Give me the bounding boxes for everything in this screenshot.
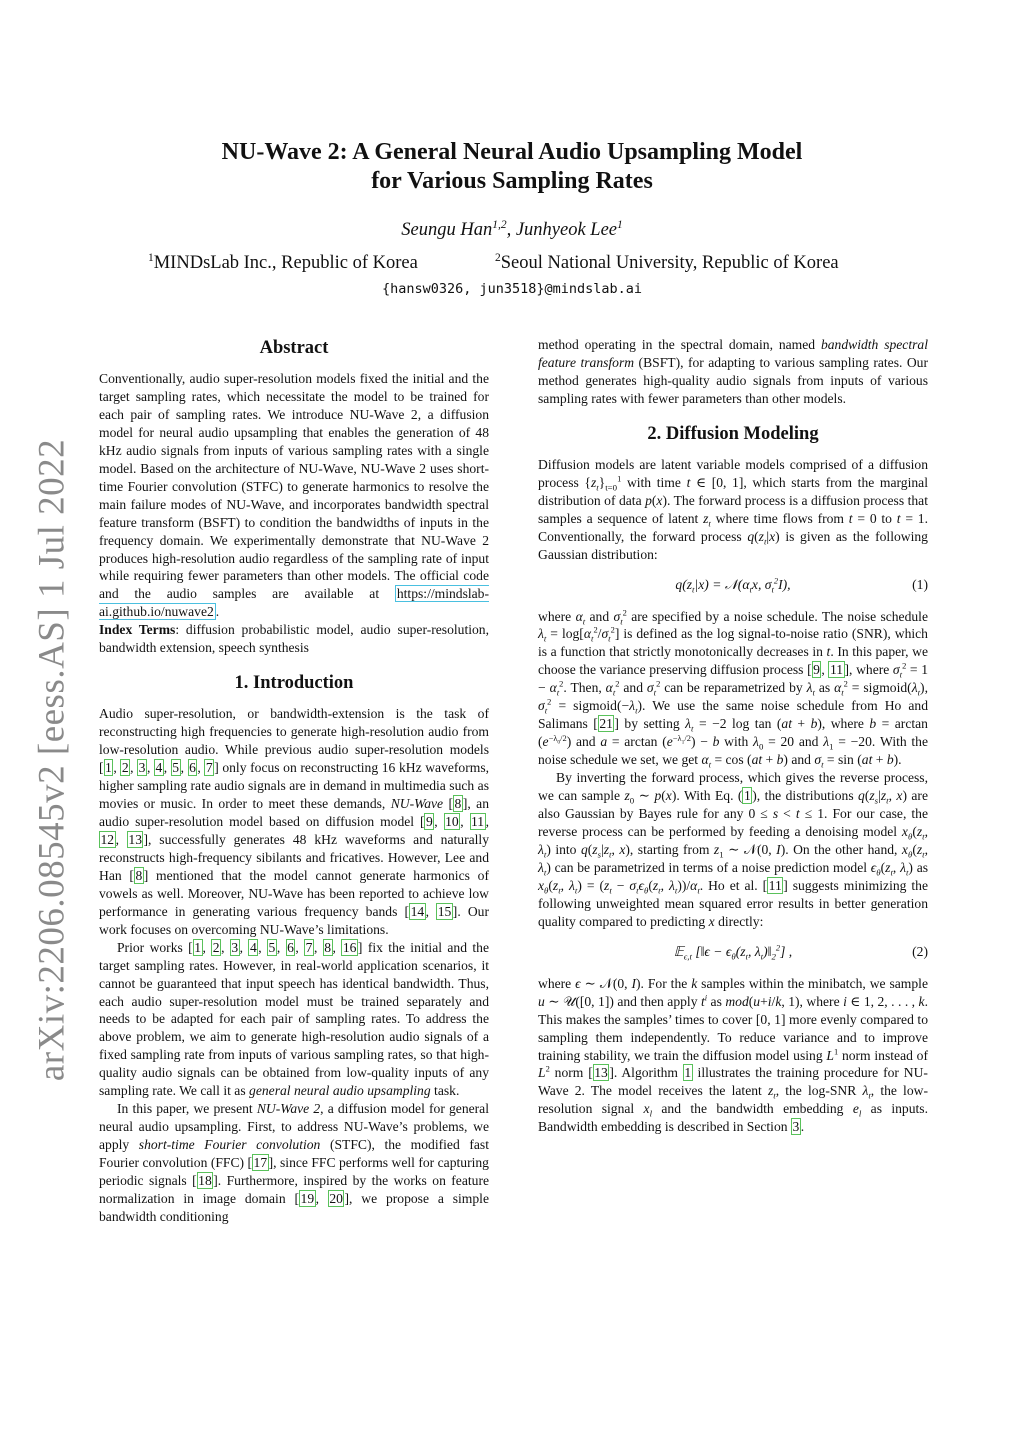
diffusion-paragraph-1: Diffusion models are latent variable models comprised of a diffusion process $\{z_t\}_{t=0}^1$ with time t ∈ [0, 1], which starts from the marginal distribution of data p(x). The forward process is a diffusion process that samples a sequence of latent $z_t$ where time flows from t = 0 to t = 1. Conventionally, the forward process $q(z_t|x)$ is given as the following Gaussian distribution: — [538, 456, 928, 562]
equation-2-body: 𝔼$_{\epsilon,t}$ [‖ϵ − $\epsilon_\theta(z_t$, $\lambda_t)‖_2^2$] , — [673, 942, 793, 962]
equation-2 — [538, 941, 928, 963]
index-terms-label: Index Terms — [99, 622, 176, 638]
abstract-heading: Abstract — [259, 338, 329, 358]
affiliations — [0, 253, 1024, 279]
affiliation-1: $^1$MINDsLab Inc., Republic of Korea — [148, 251, 418, 273]
diffusion-paragraph-4: where ϵ ∼ 𝒩(0, I). For the k samples within the minibatch, we sample u ∼ 𝒰([0, 1]) and then apply $t^i$ as mod(u+i/k, 1), where i ∈ 1, 2, . . . , k. This makes the samples’ times to cover [0, 1] more evenly compared to sampling them independently. To reduce variance and to improve training stability, we train the diffusion model using $L^1$ norm instead of $L^2$ norm [ 13 ]. Algorithm 1 illustrates the training procedure for NU-Wave 2. The model receives the latent $z_t$, the log-SNR $\lambda_t$, the low-resolution signal $x_l$ and the bandwidth embedding $e_l$ as inputs. Bandwidth embedding is described in Section 3 . — [538, 975, 928, 1135]
diffusion-paragraph-2: where $\alpha_t$ and $\sigma_t^2$ are specified by a noise schedule. The noise schedule $\lambda_t = \log[\alpha_t^2/\sigma_t^2]$ is defined as the log signal-to-noise ratio (SNR), which is a function that strictly monotonically decreases in t. In this paper, we choose the variance preserving diffusion process [ 9 , 11 ], where $\sigma_t^2 = 1 - \alpha_t^2$. Then, $\alpha_t^2$ and $\sigma_t^2$ can be reparametrized by $\lambda_t$ as $\alpha_t^2$ = $sigmoid(\lambda_t)$, $\sigma_t^2$ = $sigmoid(-\lambda_t)$. We use the same noise schedule from Ho and Salimans [ 21 ] by setting $\lambda_t = -2$ log tan (at + b), where $b = \arctan (e^{-\lambda_0/2})$ and $a = \arctan (e^{-\lambda_1/2}) - b$ with $\lambda_0 = 20$ and $\lambda_1 = -20$. With the noise schedule we set, we get $\alpha_t = \cos (at + b)$ and $\sigma_t = \sin (at + b)$. — [538, 607, 929, 770]
intro-paragraph-3: In this paper, we present NU-Wave 2, a diffusion model for general neural audio upsampling. First, to address NU-Wave’s problems, we apply short-time Fourier convolution (STFC), the modified fast Fourier convolution (FFC) [ 17 ], since FFC performs well for capturing periodic signals [ 18 ]. Furthermore, inspired by the works on feature normalization in image domain [ 19 , 20 ], we propose a simple bandwidth conditioning — [99, 1101, 490, 1224]
affiliation-2: $^2$Seoul National University, Republic of Korea — [495, 251, 839, 273]
paper-header — [0, 138, 1024, 297]
abstract-paragraph: Conventionally, audio super-resolution models fixed the initial and the target sampling rates, which necessitate the model to be trained for each pair of sampling rates. We introduce NU-Wave 2, a diffusion model for neural audio upsampling that enables the generation of 48 kHz audio signals from inputs of various sampling rates with a single model. Based on the architecture of NU-Wave, NU-Wave 2 uses short-time Fourier convolution (STFC) to generate harmonics to resolve the main failure modes of NU-Wave, and incorporates bandwidth spectral feature transform (BSFT) to condition the bandwidths of inputs in the frequency domain. We experimentally demonstrate that NU-Wave 2 produces high-resolution audio regardless of the sampling rate of input while requiring fewer parameters than other models. The official code and the audio samples are available at https://mindslab-ai.github.io/nuwave2 . — [99, 371, 489, 620]
index-terms-text: : diffusion probabilistic model, audio super-resolution, bandwidth extension, speech synthesis — [99, 622, 489, 656]
intro-paragraph-3-cont: method operating in the spectral domain, named bandwidth spectral feature transform (BSFT), for adapting to various sampling rates. Our method generates high-quality audio signals from inputs of various sampling rates with fewer parameters than other models. — [538, 337, 928, 406]
right-column — [538, 336, 928, 1136]
left-column — [99, 336, 489, 1226]
arxiv-id-text: arXiv:2206.08545v2 [eess.AS] 1 Jul 2022 — [31, 438, 73, 1082]
diffusion-paragraph-3: By inverting the forward process, which gives the reverse process, we can sample $z_0$ ∼ p(x). With Eq. ( 1 ), the distributions $q(z_s|z_t$, x) are also Gaussian by Bayes rule for any 0 ≤ s < t ≤ 1. For our case, the reverse process can be performed by feeding a denoising model $x_\theta(z_t$, $\lambda_t$) into $q(z_s|z_t$, x), starting from $z_1$ ∼ 𝒩(0, I). On the other hand, $x_\theta(z_t$, $\lambda_t$) can be parametrized in terms of a noise prediction model $\epsilon_\theta(z_t$, $\lambda_t$) as $x_\theta(z_t$, $\lambda_t) = (z_t - \sigma_t\epsilon_\theta(z_t$, $\lambda_t))/\alpha_t$. Ho et al. [ 11 ] suggests minimizing the following unweighted mean squared error results in better generation quality compared to predicting x directly: — [538, 770, 929, 929]
spacer — [99, 657, 489, 671]
arxiv-identifier — [22, 438, 82, 1082]
authors-text: Seungu Han$^{1,2}$, Junhyeok Lee$^1$ — [401, 218, 623, 240]
equation-1-body: $q(z_t|x)$ = $𝒩(\alpha_tx$, $\sigma_t^2I$), — [675, 575, 791, 595]
abstract-url-link[interactable]: https://mindslab-ai.github.io/nuwave2 — [99, 586, 489, 620]
intro-paragraph-2: Prior works [ 1 , 2 , 3 , 4 , 5 , 6 , 7 , 8 , 16 ] fix the initial and the target sampling rates. However, in real-world application scenarios, it cannot be guaranteed that input speech has identical bandwidth. Thus, each audio super-resolution model must be trained separately and needs to be adapted for each pair of sampling rates. To address the above problem, we aim to generate high-resolution audio signals of a fixed sampling rate from inputs of various sampling rates, so that high-quality audio signals can be obtained from low-quality inputs of any sampling rate. We call it as general neural audio upsampling task. — [99, 939, 490, 1099]
authors — [0, 220, 1024, 241]
paper-title — [0, 138, 1024, 196]
title-line-1: NU-Wave 2: A General Neural Audio Upsampling Model — [221, 139, 803, 165]
title-line-2: for Various Sampling Rates — [371, 168, 653, 194]
spacer — [538, 408, 928, 422]
equation-1-number: (1) — [912, 576, 928, 592]
email: {hansw0326, jun3518}@mindslab.ai — [381, 281, 643, 297]
index-terms — [99, 621, 489, 657]
abstract-text: Conventionally, audio super-resolution models fixed the initial and the target sampling rates, which necessitate the model to be trained for each pair of sampling rates. We introduce NU-Wave 2, a diffusion model for neural audio upsampling that enables the generation of 48 kHz audio signals from inputs of various sampling rates with a single model. Based on the architecture of NU-Wave, NU-Wave 2 uses short-time Fourier convolution (STFC) to generate harmonics to resolve the main failure modes of NU-Wave, and incorporates bandwidth spectral feature transform (BSFT) to condition the bandwidths of inputs in the frequency domain. We experimentally demonstrate that NU-Wave 2 produces high-resolution audio regardless of the sampling rate of input while requiring fewer parameters than other models. The official code and the audio samples are available at — [99, 371, 489, 602]
intro-paragraph-1: Audio super-resolution, or bandwidth-extension is the task of reconstructing high frequencies to generate high-resolution audio from low-resolution audio. While previous audio super-resolution models [ 1 , 2 , 3 , 4 , 5 , 6 , 7 ] only focus on reconstructing 16 kHz waveforms, higher sampling rate audio signals are in demand in multimedia such as movies or music. In order to meet these demands, NU-Wave [ 8 ], an audio super-resolution model based on diffusion model [ 9 , 10 , 11 , 12 , 13 ], successfully generates 48 kHz waveforms and naturally reconstructs high-frequency sibilants and fricatives. However, Lee and Han [ 8 ] mentioned that the model cannot generate harmonics of vowels as well. Moreover, NU-Wave has been reported to achieve low performance in generating various frequency bands [ 14 , 15 ]. Our work focuses on overcoming NU-Wave’s limitations. — [99, 706, 490, 937]
diffusion-heading: 2. Diffusion Modeling — [647, 423, 819, 444]
equation-1 — [538, 574, 928, 596]
intro-heading: 1. Introduction — [234, 673, 354, 694]
equation-2-number: (2) — [912, 943, 928, 959]
